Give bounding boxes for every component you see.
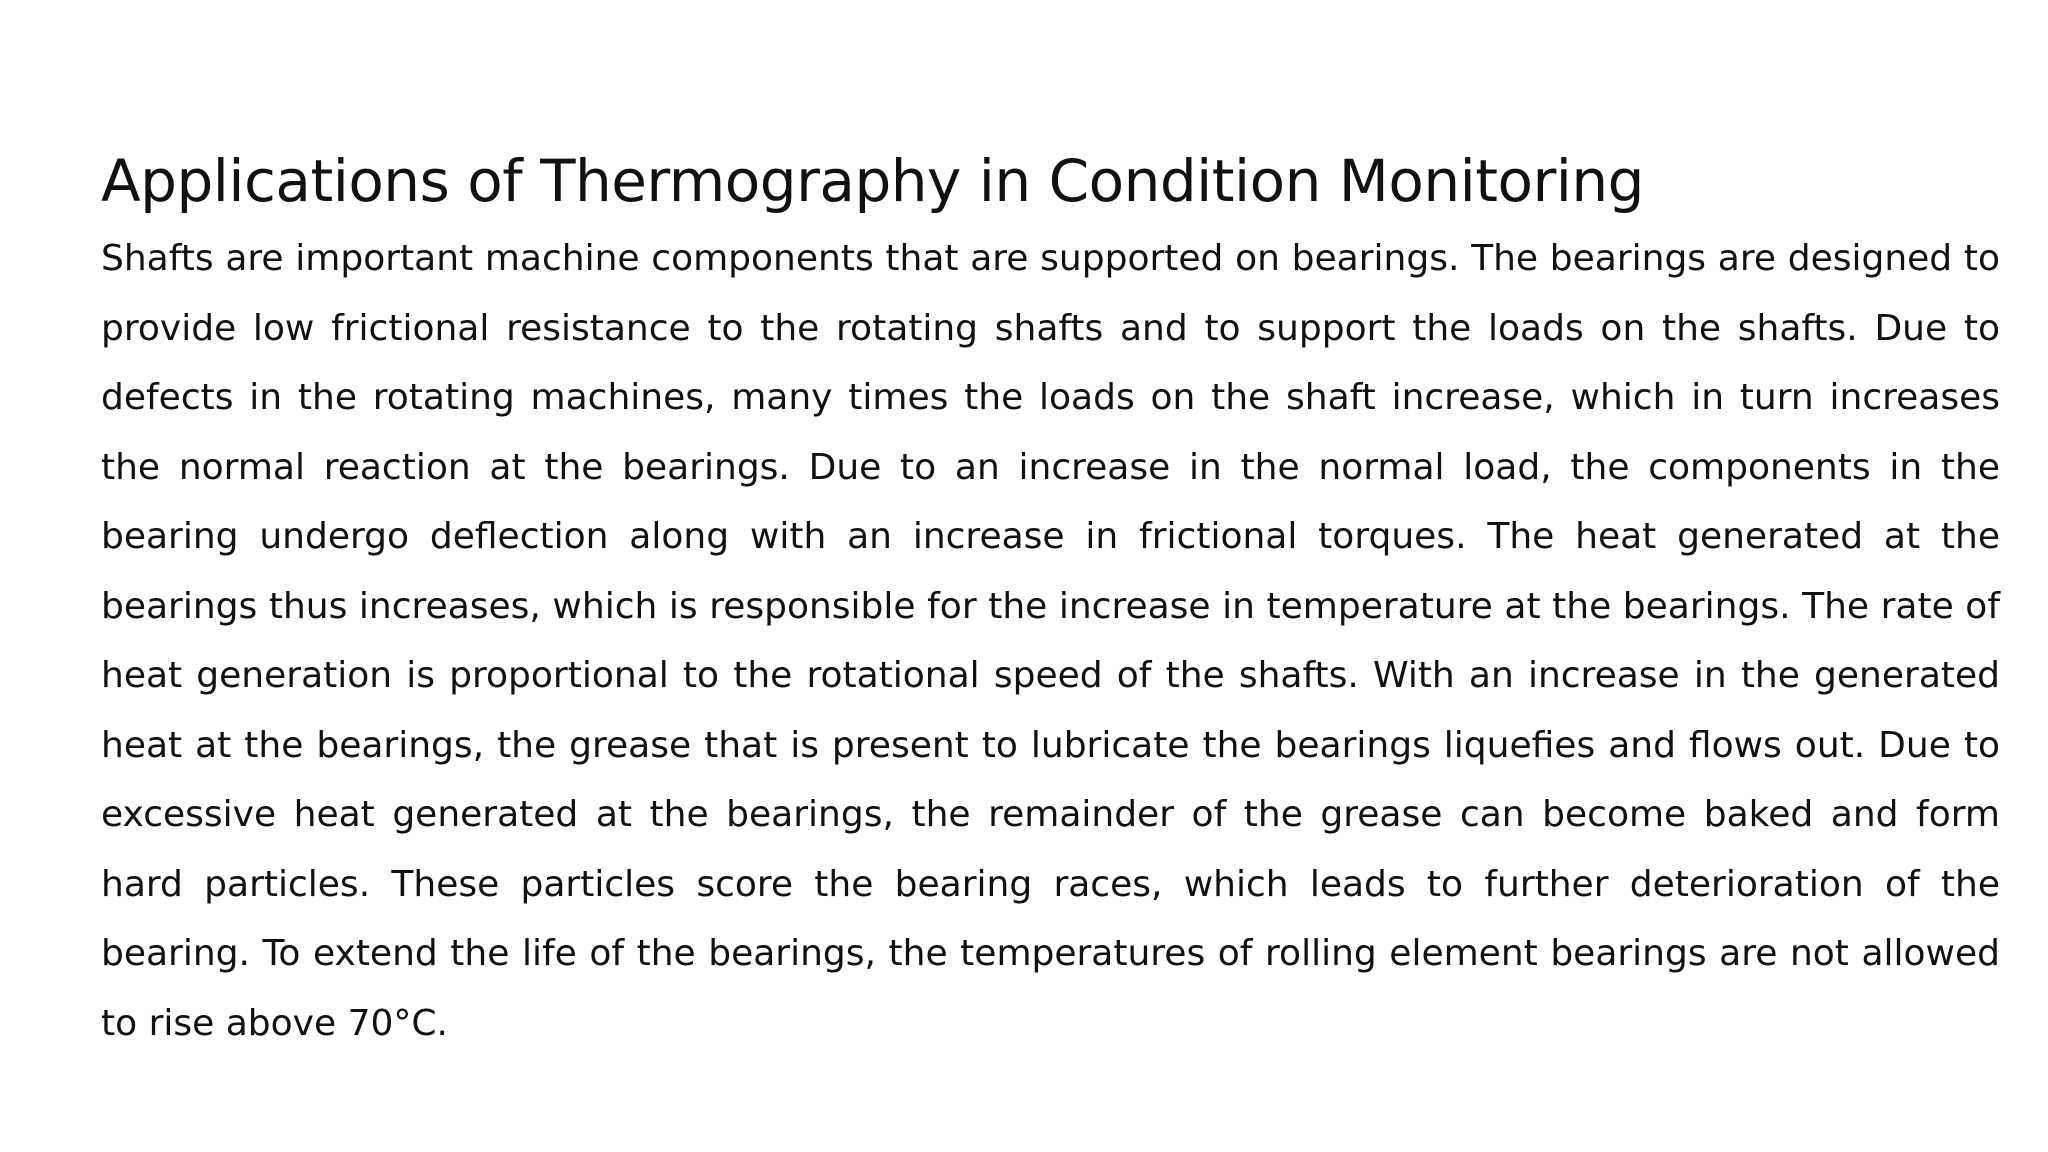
body-paragraph: Shafts are important machine components that are supported on bearings. The bearings are designed to provide low frictional resistance to the rotating shafts and to support the loads on the shafts. Due to defects in the rotating machines, many times the loads on the shaft increase, which in turn increases the normal reaction at the bearings. Due to an increase in the normal load, the components in the bearing undergo deflection along with an increase in frictional torques. The heat generated at the bearings thus increases, which is responsible for the increase in temperature at the bearings. The rate of heat generation is proportional to the rotational speed of the shafts. With an increase in the generated heat at the bearings, the grease that is present to lubricate the bearings liquefies and flows out. Due to excessive heat generated at the bearings, the remainder of the grease can become baked and form hard particles. These particles score the bearing races, which leads to further deterioration of the bearing. To extend the life of the bearings, the temperatures of rolling element bearings are not allowed to rise above 70°C. bbox=[101, 238, 2000, 1044]
document-title: Applications of Thermography in Condition Monitoring bbox=[101, 147, 1644, 215]
document-page bbox=[101, 138, 2000, 1058]
